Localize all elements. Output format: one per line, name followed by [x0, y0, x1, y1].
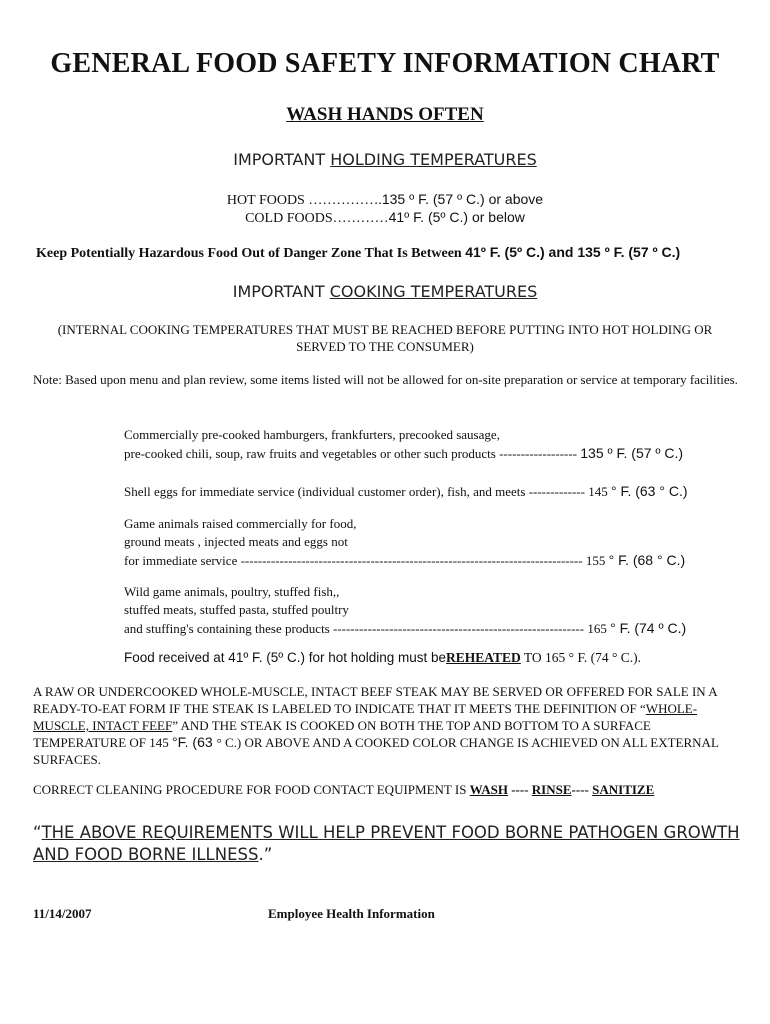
item-text: Shell eggs for immediate service (individual customer order), fish, and meets ------------- 145 [124, 484, 611, 499]
cooking-item-shell-eggs [124, 482, 736, 501]
holding-heading-prefix: IMPORTANT [233, 150, 331, 169]
steak-paragraph [33, 683, 745, 768]
danger-zone-statement [36, 244, 680, 262]
cleaning-rinse: RINSE [531, 782, 572, 797]
item-line [124, 619, 736, 638]
cooking-heading-text: COOKING TEMPERATURES [329, 282, 538, 301]
item-temperature: ° F. (63 ° C.) [610, 483, 688, 499]
hot-foods-line [0, 191, 770, 209]
steak-text-3: ° C.) OR ABOVE AND A COOKED COLOR CHANGE IS ACHIEVED ON ALL EXTERNAL SURFACES. [33, 735, 719, 767]
danger-zone-value: 41º F. (5º C.) and 135 º F. (57 º C.) [465, 244, 681, 260]
steak-text-2: ” AND THE STEAK IS COOKED ON BOTH THE TOP AND BOTTOM TO A SURFACE TEMPERATURE OF 145 [33, 718, 651, 750]
quote-close: .” [258, 845, 273, 864]
page-title: GENERAL FOOD SAFETY INFORMATION CHART [50, 48, 720, 79]
footer-date: 11/14/2007 [33, 906, 92, 921]
steak-text-1: A RAW OR UNDERCOOKED WHOLE-MUSCLE, INTACT BEEF STEAK MAY BE SERVED OR OFFERED FOR SALE IN A READY-TO-EAT FORM IF THE STEAK IS LABELED TO INDICATE THAT IT MEETS THE DEFINITION OF “ [33, 684, 717, 716]
item-text: for immediate service ------------------------------------------------------------------------------- 155 [124, 553, 609, 568]
cold-foods-label: COLD FOODS………… [245, 211, 389, 226]
cooking-heading-prefix: IMPORTANT [232, 282, 330, 301]
item-line [124, 482, 736, 501]
cleaning-wash: WASH [469, 782, 508, 797]
cold-foods-value: 41º F. (5º C.) or below [388, 209, 525, 225]
cooking-item-wild-game [124, 583, 736, 638]
cooking-temperatures-heading [0, 282, 770, 301]
danger-zone-text: Keep Potentially Hazardous Food Out of Danger Zone That Is Between [36, 246, 466, 261]
hot-foods-label: HOT FOODS ……………. [226, 193, 382, 208]
holding-temperatures-heading [0, 150, 770, 169]
item-temperature: 135 º F. (57 º C.) [580, 445, 684, 461]
item-temperature: ° F. (74 º C.) [610, 620, 687, 636]
item-line: Game animals raised commercially for food, [124, 516, 357, 531]
cooking-item-game-animals [124, 515, 736, 570]
hot-foods-value: 135 º F. (57 º C.) or above [381, 191, 544, 207]
cleaning-sep-2: ---- [571, 782, 593, 797]
reheat-emphasis: REHEATED [446, 650, 521, 665]
holding-heading-text: HOLDING TEMPERATURES [330, 150, 537, 169]
steak-definition: WHOLE-MUSCLE, INTACT FEEF [33, 701, 698, 733]
item-temperature: ° F. (68 ° C.) [608, 552, 686, 568]
closing-quote [33, 822, 745, 866]
item-text: and stuffing's containing these products ---------------------------------------------------------- 165 [124, 621, 611, 636]
item-line: Commercially pre-cooked hamburgers, frankfurters, precooked sausage, [124, 427, 500, 442]
footer-label: Employee Health Information [268, 906, 435, 921]
quote-open: “ [33, 823, 42, 842]
menu-review-note: Note: Based upon menu and plan review, some items listed will not be allowed for on-site preparation or service at temporary facilities. [33, 372, 738, 387]
cleaning-procedure [33, 782, 654, 798]
item-text: pre-cooked chili, soup, raw fruits and vegetables or other such products ------------------ [124, 446, 581, 461]
cooking-item-precooked [124, 426, 736, 463]
item-line: ground meats , injected meats and eggs not [124, 534, 348, 549]
reheat-suffix: TO 165 ° F. (74 ° C.). [520, 650, 642, 665]
cleaning-prefix: CORRECT CLEANING PROCEDURE FOR FOOD CONTACT EQUIPMENT IS [33, 782, 470, 797]
cleaning-sanitize: SANITIZE [592, 782, 655, 797]
steak-temperature: °F. (63 [172, 734, 217, 750]
item-line: Wild game animals, poultry, stuffed fish,, [124, 584, 340, 599]
quote-text: THE ABOVE REQUIREMENTS WILL HELP PREVENT FOOD BORNE PATHOGEN GROWTH AND FOOD BORNE ILLNESS [33, 823, 740, 864]
item-line: stuffed meats, stuffed pasta, stuffed poultry [124, 602, 349, 617]
cleaning-sep-1: ---- [507, 782, 532, 797]
reheat-prefix: Food received at 41º F. (5º C.) for hot holding must be [124, 650, 447, 665]
cold-foods-line [0, 209, 770, 227]
wash-hands-heading: WASH HANDS OFTEN [286, 104, 484, 125]
item-line [124, 551, 736, 570]
cooking-note: (INTERNAL COOKING TEMPERATURES THAT MUST BE REACHED BEFORE PUTTING INTO HOT HOLDING OR SERVED TO THE CONSUMER) [57, 322, 713, 354]
reheat-instruction [124, 650, 641, 666]
item-line [124, 444, 736, 463]
